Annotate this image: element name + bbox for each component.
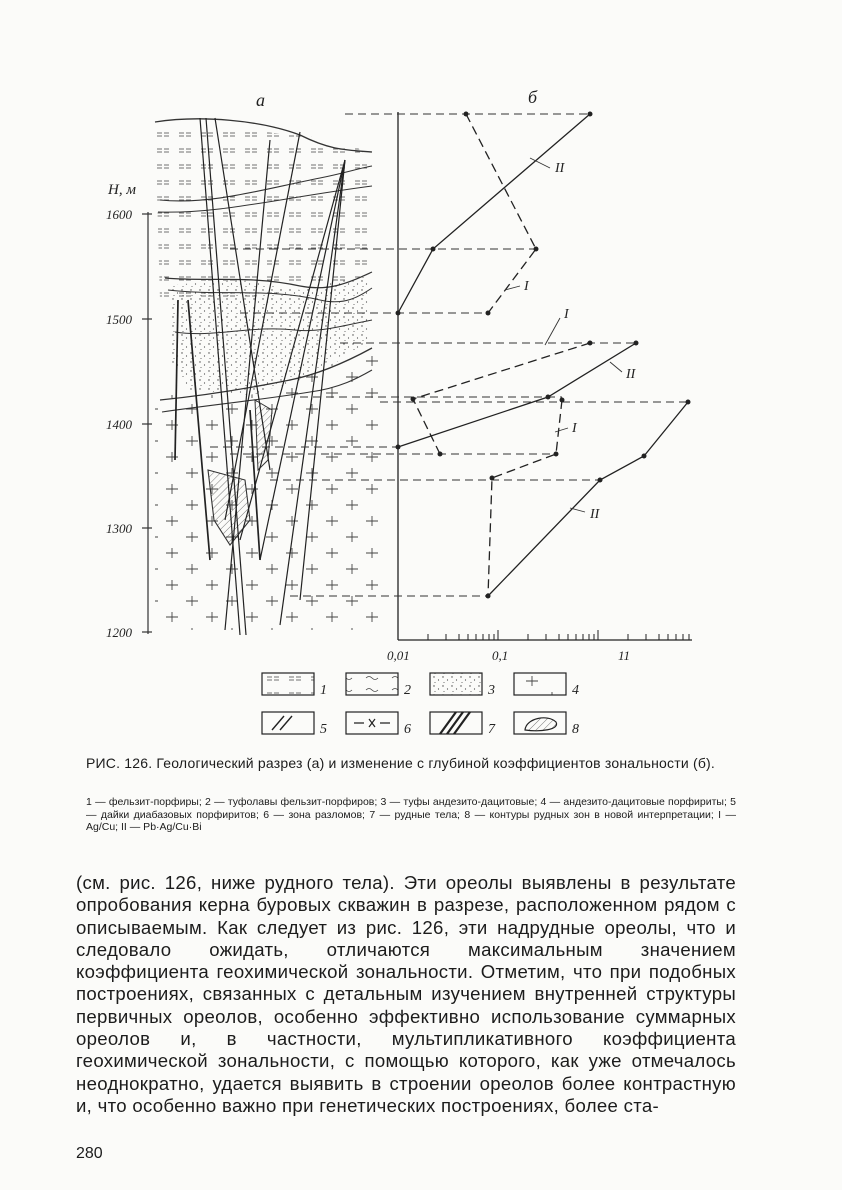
curve-II-middle bbox=[398, 343, 636, 447]
chart-axes bbox=[398, 112, 692, 640]
legend-number-5: 5 bbox=[320, 722, 327, 737]
curve-label-I-middle: I bbox=[564, 307, 569, 322]
depth-tick-1400: 1400 bbox=[106, 417, 132, 432]
x-tick-label-0: 0,01 bbox=[387, 648, 410, 663]
curve-label-I-lower: I bbox=[572, 421, 577, 436]
panel-b-label: б bbox=[528, 87, 538, 107]
depth-tick-1600: 1600 bbox=[106, 207, 132, 222]
panel-a-label: а bbox=[256, 90, 265, 110]
curve-label-II-middle: II bbox=[626, 367, 636, 382]
geological-section bbox=[155, 118, 380, 635]
x-axis-ticks bbox=[398, 630, 689, 640]
curve-points bbox=[396, 112, 691, 599]
depth-tick-1500: 1500 bbox=[106, 312, 132, 327]
body-paragraph: (см. рис. 126, ниже рудного тела). Эти ореолы выявлены в результате опробования керна буровых скважин в разрезе, расположенном рядом с описываемым. Как следует из рис. 126, эти надрудные ореолы, что и следовало ожидать, отличаются максимальным значением коэффициента геохимической зональности. Отметим, что при подобных построениях, связанных с детальным изучением внутренней структуры первичных ореолов, особенно эффективно использование суммарных ореолов и, в частности, мультипликативного коэффициента геохимической зональности, с помощью которого, как уже отмечалось неоднократно, удается выявить в строении ореолов более контрастную и, что особенно важно при генетических построениях, более ста- bbox=[76, 872, 736, 1116]
legend-number-8: 8 bbox=[572, 722, 579, 737]
depth-tick-1300: 1300 bbox=[106, 521, 132, 536]
legend-number-6: 6 bbox=[404, 722, 411, 737]
curve-label-II-lower: II bbox=[590, 507, 600, 522]
curves bbox=[398, 114, 688, 596]
depth-axis-label: H, м bbox=[108, 182, 136, 198]
legend bbox=[262, 673, 566, 734]
curve-I-lower bbox=[488, 400, 562, 596]
legend-number-7: 7 bbox=[488, 722, 495, 737]
figure-caption-legend: 1 — фельзит-порфиры; 2 — туфолавы фельзит-порфиров; 3 — туфы андезито-дацитовые; 4 — андезито-дацитовые порфириты; 5 — дайки диабазовых порфиритов; 6 — зона разломов; 7 — рудные тела; 8 — контуры рудных зон в новой интерпретации; I — Ag/Cu; II — Pb·Ag/Cu·Bi bbox=[86, 796, 736, 833]
page-number: 280 bbox=[76, 1145, 103, 1162]
curve-II-upper bbox=[398, 114, 590, 313]
legend-number-1: 1 bbox=[320, 683, 327, 698]
legend-number-3: 3 bbox=[488, 683, 495, 698]
depth-tick-1200: 1200 bbox=[106, 625, 132, 640]
figure-caption-title: РИС. 126. Геологический разрез (а) и изменение с глубиной коэффициентов зональности (б). bbox=[86, 755, 715, 771]
x-tick-label-2: 11 bbox=[618, 648, 631, 663]
x-tick-label-1: 0,1 bbox=[492, 648, 509, 663]
curve-II-lower bbox=[488, 402, 688, 596]
curve-label-II-upper: II bbox=[555, 161, 565, 176]
curve-label-I-upper: I bbox=[524, 279, 529, 294]
depth-axis bbox=[142, 212, 152, 634]
legend-number-4: 4 bbox=[572, 683, 579, 698]
legend-number-2: 2 bbox=[404, 683, 411, 698]
